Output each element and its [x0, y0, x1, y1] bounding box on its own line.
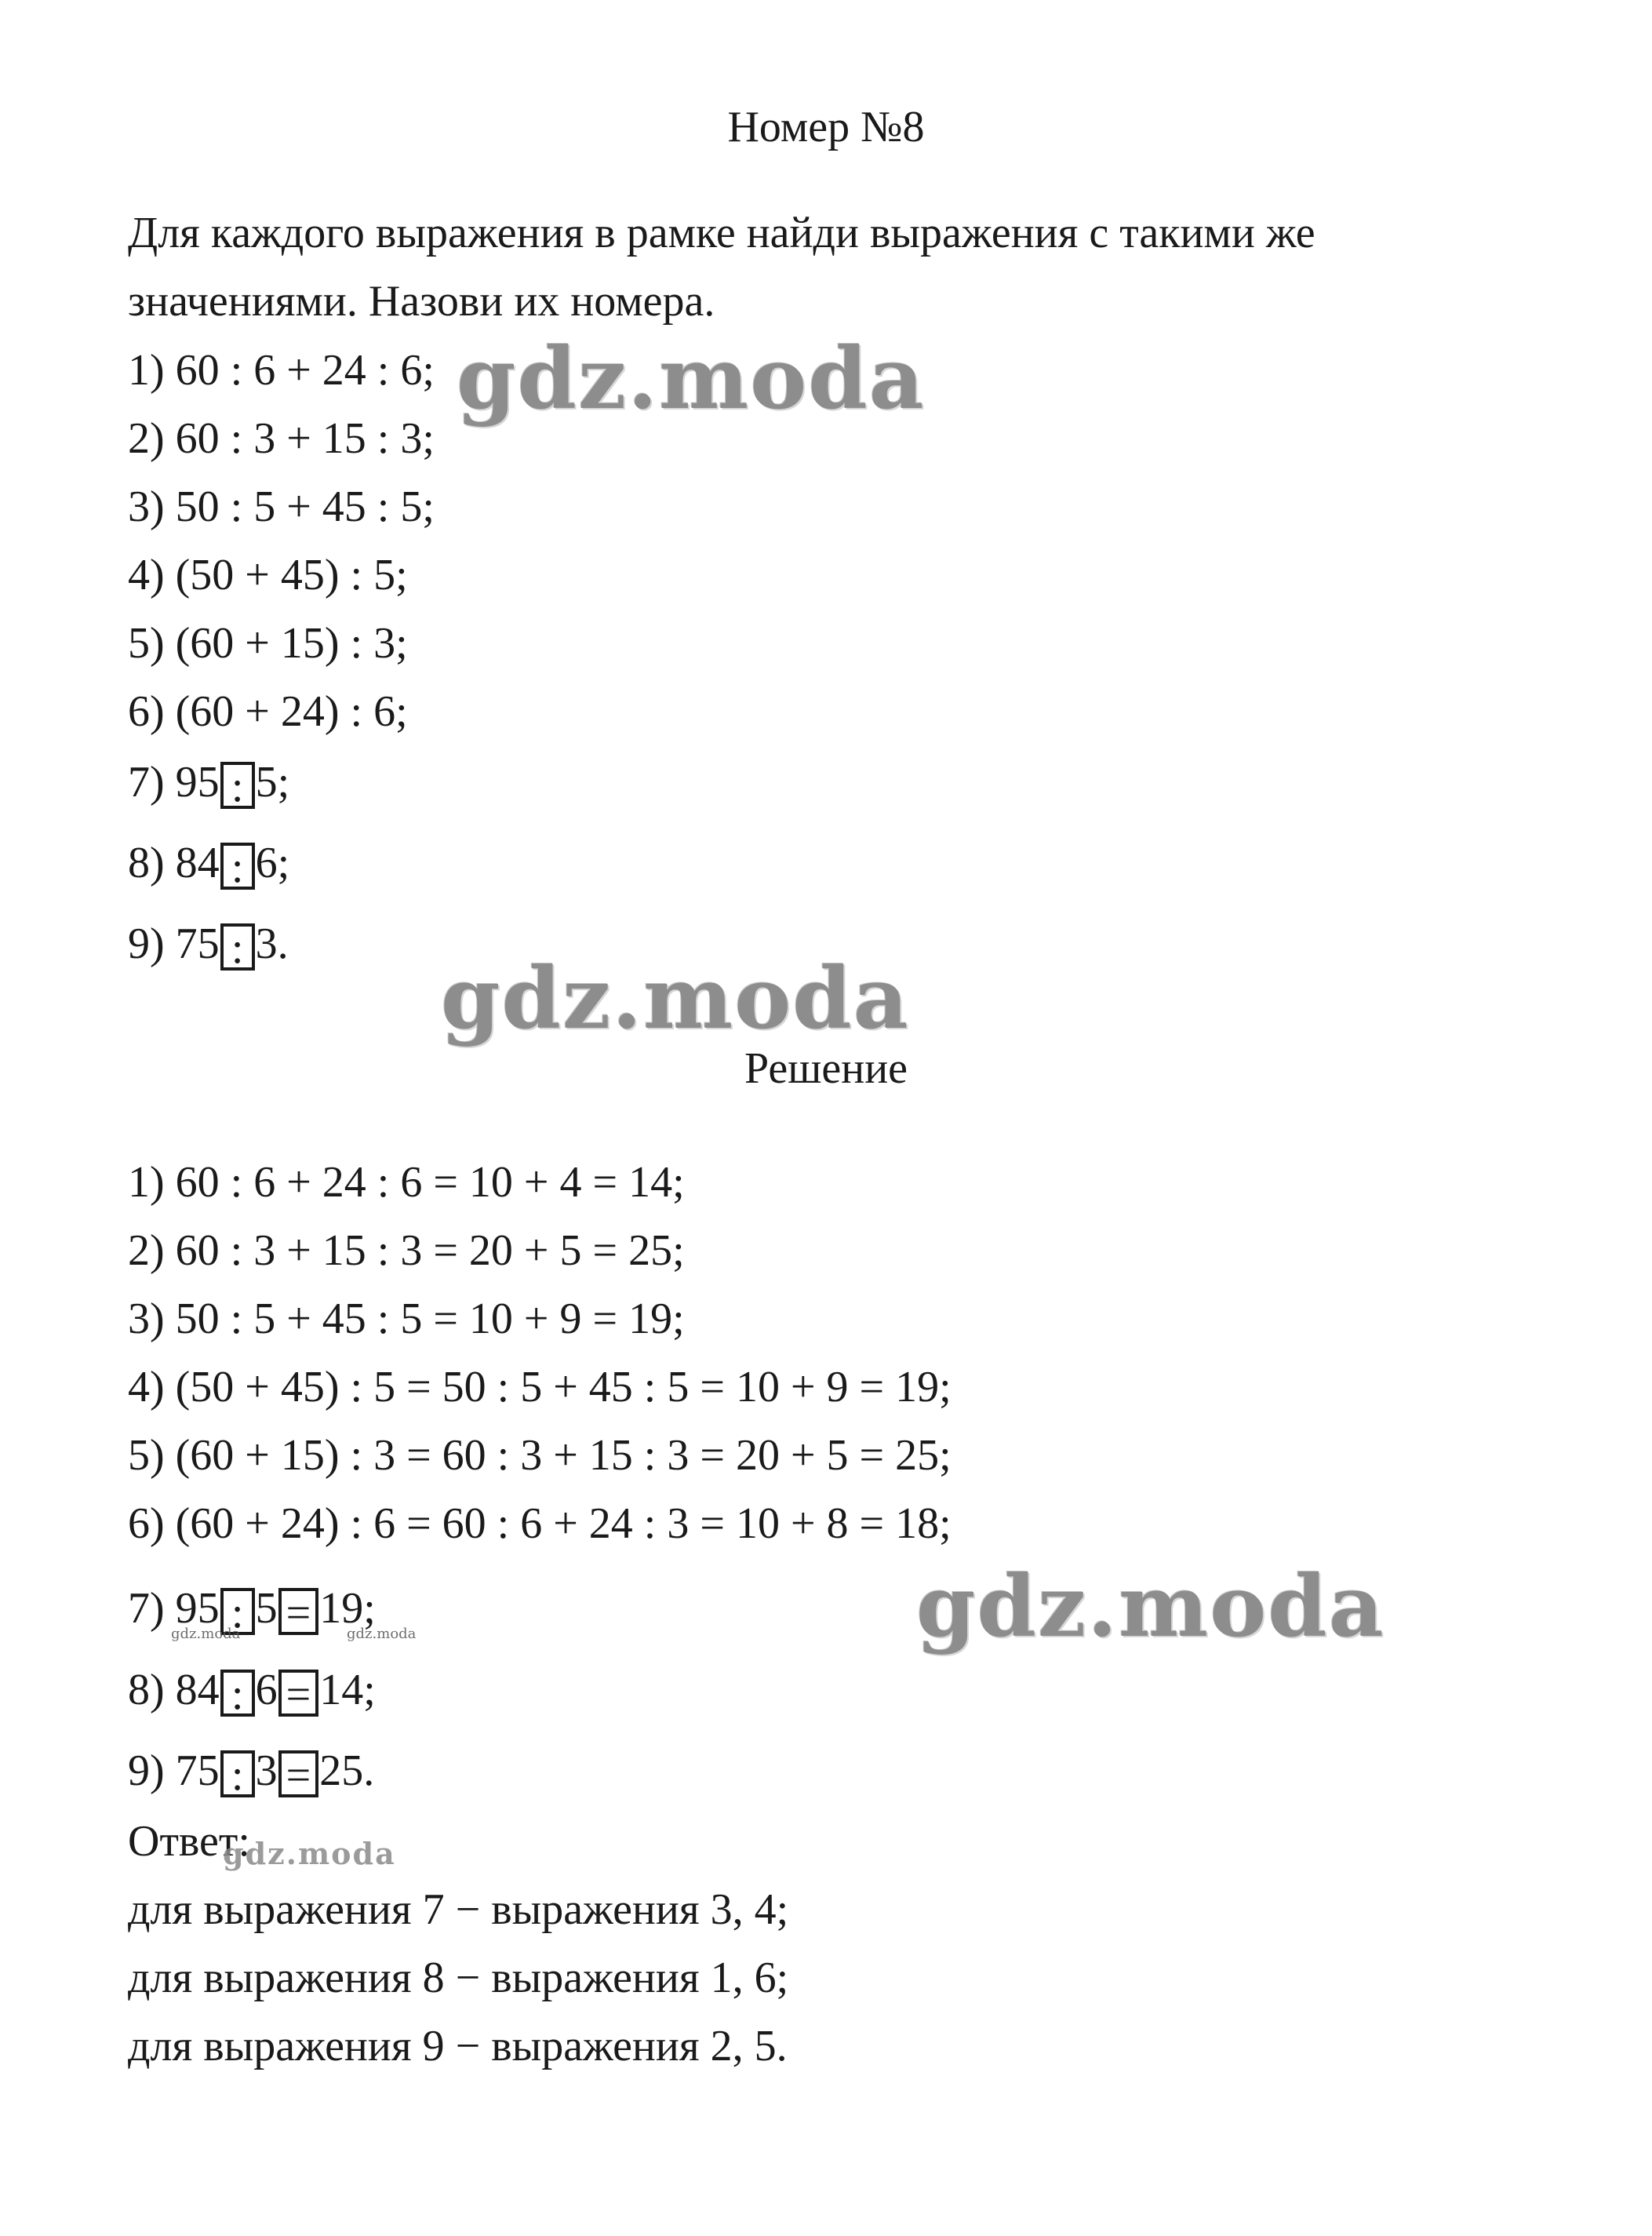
task-item-6: 6) (60 + 24) : 6;	[128, 687, 408, 736]
solution-item-3: 3) 50 : 5 + 45 : 5 = 10 + 9 = 19;	[128, 1295, 685, 1343]
task-item-3: 3) 50 : 5 + 45 : 5;	[128, 483, 435, 531]
watermark: gdz.moda	[916, 1557, 1385, 1656]
operator-box: :	[220, 923, 255, 971]
task-text-line-2: значениями. Назови их номера.	[128, 277, 715, 326]
solution-item-1: 1) 60 : 6 + 24 : 6 = 10 + 4 = 14;	[128, 1158, 685, 1207]
operator-box: :	[220, 843, 255, 890]
equals-box: =	[278, 1670, 319, 1717]
solution-item-5: 5) (60 + 15) : 3 = 60 : 3 + 15 : 3 = 20 + 5 = 25;	[128, 1431, 952, 1480]
operator-box: :	[220, 762, 255, 809]
task-item-7: 7) 95 : 5;	[128, 758, 290, 811]
solution-item-7: 7) 95 : 5 = 19;	[128, 1584, 376, 1637]
watermark: gdz.moda	[347, 1626, 417, 1642]
operator-box: :	[220, 1588, 255, 1635]
task-item-2: 2) 60 : 3 + 15 : 3;	[128, 414, 435, 463]
watermark: gdz.moda	[223, 1836, 396, 1871]
answer-line-1: для выражения 7 − выражения 3, 4;	[128, 1885, 789, 1934]
answer-line-2: для выражения 8 − выражения 1, 6;	[128, 1954, 789, 2002]
solution-item-6: 6) (60 + 24) : 6 = 60 : 6 + 24 : 3 = 10 + 8 = 18;	[128, 1499, 952, 1548]
operator-box: :	[220, 1750, 255, 1797]
solution-item-4: 4) (50 + 45) : 5 = 50 : 5 + 45 : 5 = 10 + 9 = 19;	[128, 1363, 952, 1411]
task-item-4: 4) (50 + 45) : 5;	[128, 551, 408, 599]
equals-box: =	[278, 1588, 319, 1635]
task-item-5: 5) (60 + 15) : 3;	[128, 619, 408, 668]
task-item-1: 1) 60 : 6 + 24 : 6;	[128, 346, 435, 395]
watermark: gdz.moda	[441, 949, 910, 1048]
solution-heading: Решение	[744, 1044, 908, 1093]
task-item-9: 9) 75 : 3.	[128, 920, 289, 973]
answer-line-3: для выражения 9 − выражения 2, 5.	[128, 2022, 788, 2070]
page-title: Номер №8	[727, 103, 925, 151]
task-item-8: 8) 84 : 6;	[128, 839, 290, 892]
solution-item-9: 9) 75 : 3 = 25.	[128, 1746, 375, 1800]
task-text-line-1: Для каждого выражения в рамке найди выражения с такими же	[128, 209, 1315, 257]
solution-item-8: 8) 84 : 6 = 14;	[128, 1666, 376, 1719]
solution-item-2: 2) 60 : 3 + 15 : 3 = 20 + 5 = 25;	[128, 1226, 685, 1275]
watermark: gdz.moda	[171, 1626, 241, 1642]
answer-label: Ответ:	[128, 1817, 250, 1866]
equals-box: =	[278, 1750, 319, 1797]
watermark: gdz.moda	[457, 330, 926, 428]
operator-box: :	[220, 1670, 255, 1717]
